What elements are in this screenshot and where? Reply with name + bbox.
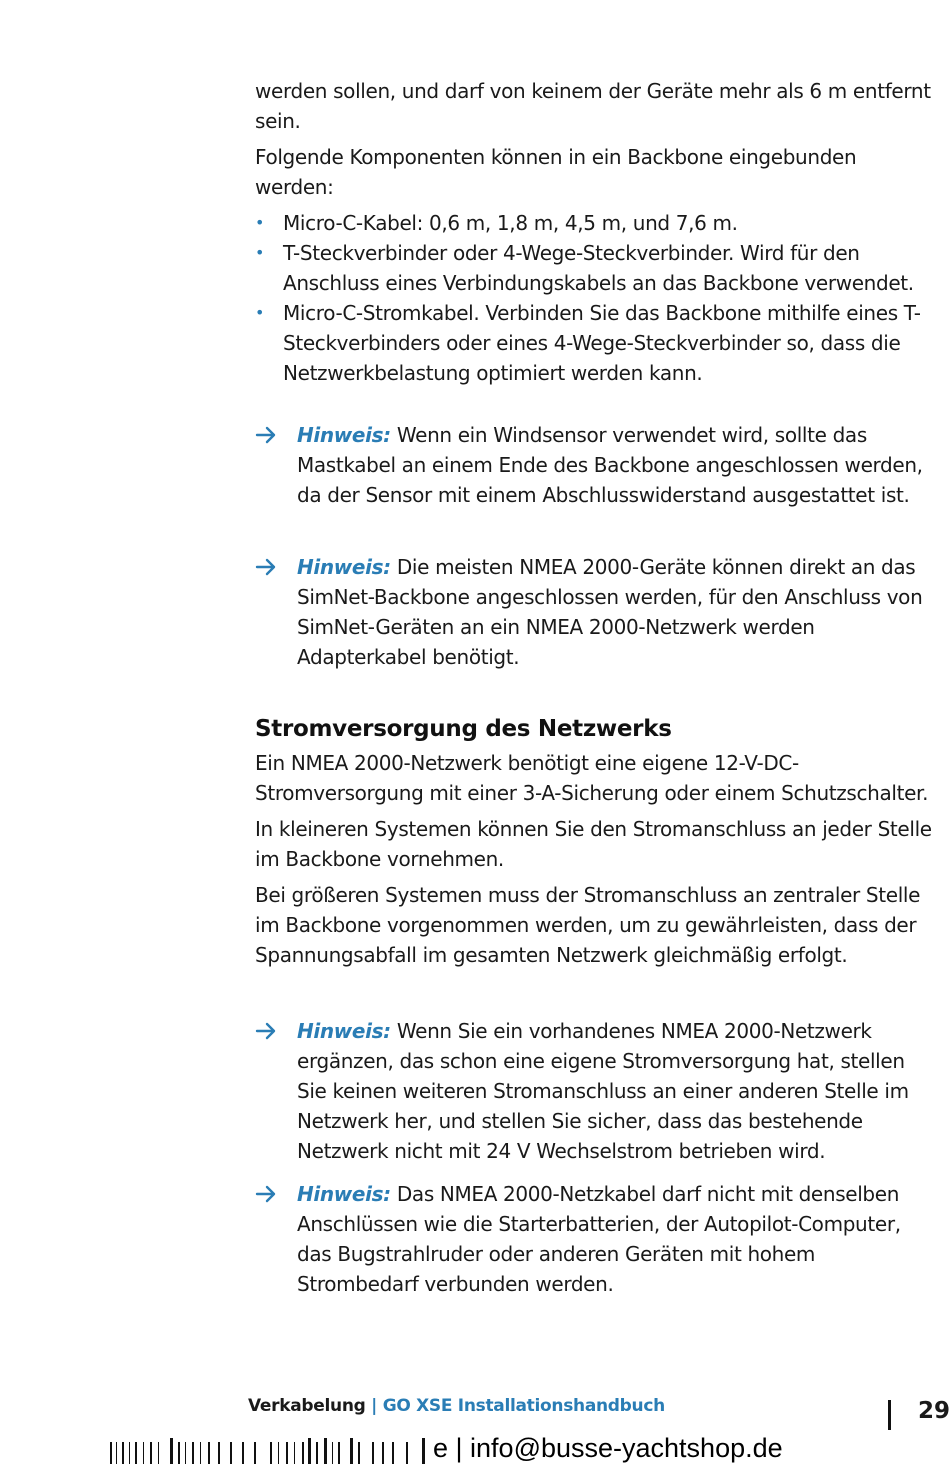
arrow-right-icon bbox=[255, 1183, 277, 1205]
note-text: Wenn Sie ein vorhandenes NMEA 2000-Netzwerk ergänzen, das schon eine eigene Stromversorgung hat, stellen Sie keinen weiteren Stromanschluss an einer anderen Stelle im Netzwerk her, und stellen Sie sicher, dass das bestehende Netzwerk nicht mit 24 V Wechselstrom betrieben wird. bbox=[297, 1019, 909, 1163]
note bbox=[255, 1016, 935, 1166]
note-text: Die meisten NMEA 2000-Geräte können direkt an das SimNet-Backbone angeschlossen werden, für den Anschluss von SimNet-Geräten an ein NMEA 2000-Netzwerk werden Adapterkabel benötigt. bbox=[297, 555, 923, 669]
bullet-icon: • bbox=[255, 303, 265, 322]
content-block-1 bbox=[255, 76, 935, 388]
footer-title bbox=[248, 1396, 665, 1416]
bullet-icon: • bbox=[255, 243, 265, 262]
paragraph: In kleineren Systemen können Sie den Stromanschluss an jeder Stelle im Backbone vornehmen. bbox=[255, 817, 932, 871]
footer-manual: GO XSE Installationshandbuch bbox=[382, 1396, 665, 1416]
arrow-right-icon bbox=[255, 556, 277, 578]
note bbox=[255, 552, 935, 672]
note-block-1 bbox=[255, 420, 935, 510]
note-block-2 bbox=[255, 552, 935, 672]
note-label: Hinweis: bbox=[297, 1019, 391, 1043]
note-label: Hinweis: bbox=[297, 555, 391, 579]
section-power bbox=[255, 714, 935, 970]
paragraph: Ein NMEA 2000-Netzwerk benötigt eine eigene 12-V-DC-Stromversorgung mit einer 3-A-Sicherung oder einem Schutzschalter. bbox=[255, 751, 929, 805]
paragraph: Bei größeren Systemen muss der Stromanschluss an zentraler Stelle im Backbone vorgenommen werden, um zu gewährleisten, dass der Spannungsabfall im gesamten Netzwerk gleichmäßig erfolgt. bbox=[255, 883, 921, 967]
footer-separator: | bbox=[371, 1396, 378, 1416]
arrow-right-icon bbox=[255, 424, 277, 446]
note-block-3 bbox=[255, 1016, 935, 1166]
note bbox=[255, 1179, 935, 1299]
note bbox=[255, 420, 935, 510]
barcode-graphic bbox=[110, 1438, 430, 1466]
note-label: Hinweis: bbox=[297, 1182, 391, 1206]
paragraph-intro: werden sollen, und darf von keinem der Geräte mehr als 6 m entfernt sein. bbox=[255, 79, 931, 133]
component-list bbox=[255, 208, 935, 388]
page-number: 29 bbox=[918, 1398, 950, 1424]
watermark-text: e | info@busse-yachtshop.de bbox=[433, 1433, 783, 1463]
page-divider bbox=[888, 1400, 891, 1430]
list-item: • Micro-C-Stromkabel. Verbinden Sie das Backbone mithilfe eines T-Steckverbinders oder eines 4-Wege-Steckverbinder so, dass die Netzwerkbelastung optimiert werden kann. bbox=[255, 298, 935, 388]
paragraph-components: Folgende Komponenten können in ein Backbone eingebunden werden: bbox=[255, 145, 857, 199]
list-item: • Micro-C-Kabel: 0,6 m, 1,8 m, 4,5 m, und 7,6 m. bbox=[255, 208, 935, 238]
bullet-icon: • bbox=[255, 213, 265, 232]
section-heading: Stromversorgung des Netzwerks bbox=[255, 716, 672, 742]
note-text: Wenn ein Windsensor verwendet wird, sollte das Mastkabel an einem Ende des Backbone angeschlossen werden, da der Sensor mit einem Abschlusswiderstand ausgestattet ist. bbox=[297, 423, 923, 507]
note-block-4 bbox=[255, 1179, 935, 1299]
list-item: • T-Steckverbinder oder 4-Wege-Steckverbinder. Wird für den Anschluss eines Verbindungskabels an das Backbone verwendet. bbox=[255, 238, 935, 298]
note-text: Das NMEA 2000-Netzkabel darf nicht mit denselben Anschlüssen wie die Starterbatterien, der Autopilot-Computer, das Bugstrahlruder oder anderen Geräten mit hohem Strombedarf verbunden werden. bbox=[297, 1182, 901, 1296]
footer-chapter: Verkabelung bbox=[248, 1396, 366, 1416]
arrow-right-icon bbox=[255, 1020, 277, 1042]
note-label: Hinweis: bbox=[297, 423, 391, 447]
